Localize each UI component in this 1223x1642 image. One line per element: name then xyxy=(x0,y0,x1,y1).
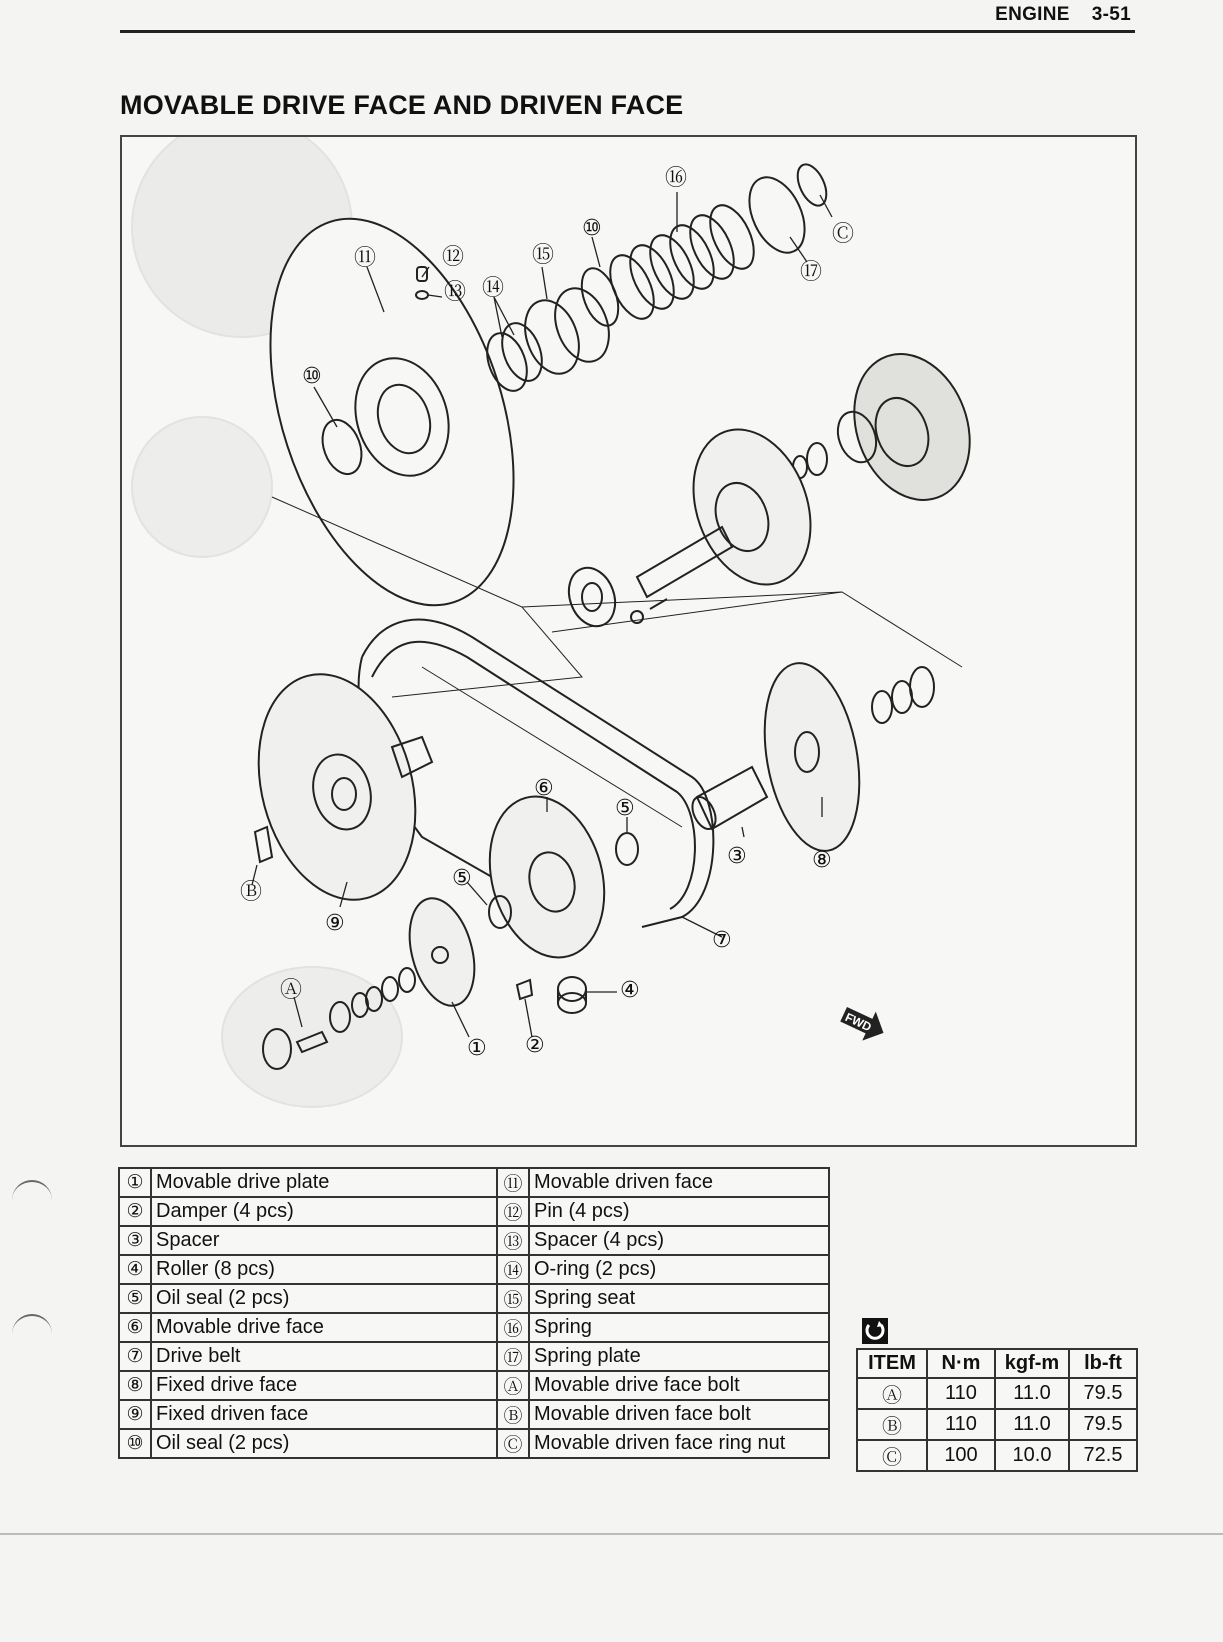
torque-item: Ⓐ xyxy=(857,1378,927,1409)
part-description: Oil seal (2 pcs) xyxy=(151,1284,497,1313)
parts-row xyxy=(119,1400,829,1429)
part-description: O-ring (2 pcs) xyxy=(529,1255,829,1284)
parts-row xyxy=(119,1284,829,1313)
exploded-diagram-drawing xyxy=(122,137,1135,1145)
part-description: Spacer (4 pcs) xyxy=(529,1226,829,1255)
part-number: Ⓒ xyxy=(497,1429,529,1458)
margin-mark xyxy=(12,1314,52,1334)
torque-header-item: ITEM xyxy=(857,1349,927,1378)
exploded-diagram xyxy=(120,135,1137,1147)
header-text xyxy=(973,4,1131,26)
callout-11: ⑪ xyxy=(354,246,377,271)
part-description: Spring xyxy=(529,1313,829,1342)
driven-shaft-assembly xyxy=(561,413,831,633)
torque-table xyxy=(856,1348,1138,1472)
callout-15: ⑮ xyxy=(532,243,555,268)
callout-3: ③ xyxy=(727,844,747,869)
parts-row xyxy=(119,1168,829,1197)
callout-5-bottom: ⑤ xyxy=(452,866,472,891)
washer xyxy=(807,443,827,475)
part-description: Movable driven face bolt xyxy=(529,1400,829,1429)
torque-header-nm: N·m xyxy=(927,1349,995,1378)
part-number: ⑫ xyxy=(497,1197,529,1226)
part-number: ⑪ xyxy=(497,1168,529,1197)
torque-item: Ⓑ xyxy=(857,1409,927,1440)
part-number: ⑦ xyxy=(119,1342,151,1371)
callout-c: Ⓒ xyxy=(832,222,855,247)
torque-row xyxy=(857,1409,1137,1440)
torque-lbft: 72.5 xyxy=(1069,1440,1137,1471)
callout-6: ⑥ xyxy=(534,776,554,801)
part-number: ③ xyxy=(119,1226,151,1255)
part-number: ② xyxy=(119,1197,151,1226)
callout-12: ⑫ xyxy=(442,245,465,270)
part-description: Pin (4 pcs) xyxy=(529,1197,829,1226)
parts-row xyxy=(119,1197,829,1226)
torque-row xyxy=(857,1378,1137,1409)
torque-header-kgfm: kgf-m xyxy=(995,1349,1069,1378)
part-description: Oil seal (2 pcs) xyxy=(151,1429,497,1458)
part-description: Drive belt xyxy=(151,1342,497,1371)
page-title: MOVABLE DRIVE FACE AND DRIVEN FACE xyxy=(120,90,684,120)
parts-table xyxy=(118,1167,830,1459)
callout-13: ⑬ xyxy=(444,280,467,305)
part-description: Movable drive face bolt xyxy=(529,1371,829,1400)
torque-nm: 100 xyxy=(927,1440,995,1471)
page-edge-line xyxy=(0,1533,1223,1535)
part-number: ⑯ xyxy=(497,1313,529,1342)
torque-lbft: 79.5 xyxy=(1069,1378,1137,1409)
header-section: ENGINE xyxy=(995,4,1070,25)
callout-10-top: ⑩ xyxy=(582,216,602,241)
torque-header-lbft: lb-ft xyxy=(1069,1349,1137,1378)
part-description: Movable drive plate xyxy=(151,1168,497,1197)
part-number: ⑬ xyxy=(497,1226,529,1255)
part-number: ⑨ xyxy=(119,1400,151,1429)
callout-1: ① xyxy=(467,1036,487,1061)
callout-9: ⑨ xyxy=(325,911,345,936)
torque-lbft: 79.5 xyxy=(1069,1409,1137,1440)
fwd-label: FWD xyxy=(842,1010,874,1035)
parts-row xyxy=(119,1429,829,1458)
callout-14: ⑭ xyxy=(482,276,505,301)
callout-17: ⑰ xyxy=(800,260,823,285)
torque-header-row xyxy=(857,1349,1137,1378)
part-number: Ⓑ xyxy=(497,1400,529,1429)
parts-row xyxy=(119,1226,829,1255)
part-description: Movable drive face xyxy=(151,1313,497,1342)
callout-2: ② xyxy=(525,1033,545,1058)
torque-kgfm: 11.0 xyxy=(995,1409,1069,1440)
callout-7: ⑦ xyxy=(712,928,732,953)
page-header xyxy=(120,0,1135,33)
roller xyxy=(558,977,586,1001)
oil-seal-5a xyxy=(616,833,638,865)
part-description: Spring seat xyxy=(529,1284,829,1313)
part-description: Spring plate xyxy=(529,1342,829,1371)
callout-10-left: ⑩ xyxy=(302,364,322,389)
parts-row xyxy=(119,1371,829,1400)
torque-kgfm: 11.0 xyxy=(995,1378,1069,1409)
callout-5-top: ⑤ xyxy=(615,796,635,821)
clutch-housing xyxy=(793,338,989,517)
torque-wrench-icon xyxy=(862,1318,888,1344)
part-description: Movable driven face ring nut xyxy=(529,1429,829,1458)
spring-plate xyxy=(738,169,815,262)
parts-row xyxy=(119,1255,829,1284)
header-page-number: 3-51 xyxy=(1091,4,1131,25)
part-number: ⑰ xyxy=(497,1342,529,1371)
part-description: Movable driven face xyxy=(529,1168,829,1197)
damper xyxy=(517,980,532,999)
bolt-b xyxy=(255,827,272,862)
part-number: ⑮ xyxy=(497,1284,529,1313)
part-number: ① xyxy=(119,1168,151,1197)
part-number: ⑭ xyxy=(497,1255,529,1284)
part-description: Fixed driven face xyxy=(151,1400,497,1429)
torque-nm: 110 xyxy=(927,1409,995,1440)
part-description: Spacer xyxy=(151,1226,497,1255)
torque-nm: 110 xyxy=(927,1378,995,1409)
part-number: ⑤ xyxy=(119,1284,151,1313)
callout-a: Ⓐ xyxy=(280,978,303,1003)
callout-16: ⑯ xyxy=(665,166,688,191)
torque-kgfm: 10.0 xyxy=(995,1440,1069,1471)
fwd-arrow-icon xyxy=(837,1000,890,1048)
callout-8: ⑧ xyxy=(812,848,832,873)
part-description: Damper (4 pcs) xyxy=(151,1197,497,1226)
part-number: ⑥ xyxy=(119,1313,151,1342)
movable-drive-plate xyxy=(399,891,485,1013)
torque-row xyxy=(857,1440,1137,1471)
parts-row xyxy=(119,1313,829,1342)
part-description: Roller (8 pcs) xyxy=(151,1255,497,1284)
torque-item: Ⓒ xyxy=(857,1440,927,1471)
part-number: ⑧ xyxy=(119,1371,151,1400)
part-description: Fixed drive face xyxy=(151,1371,497,1400)
part-number: ④ xyxy=(119,1255,151,1284)
callout-4: ④ xyxy=(620,978,640,1003)
spring xyxy=(601,199,762,326)
part-number: ⑩ xyxy=(119,1429,151,1458)
fixed-drive-face xyxy=(751,656,934,859)
part-number: Ⓐ xyxy=(497,1371,529,1400)
parts-row xyxy=(119,1342,829,1371)
margin-mark xyxy=(12,1180,52,1200)
callout-b: Ⓑ xyxy=(240,880,263,905)
